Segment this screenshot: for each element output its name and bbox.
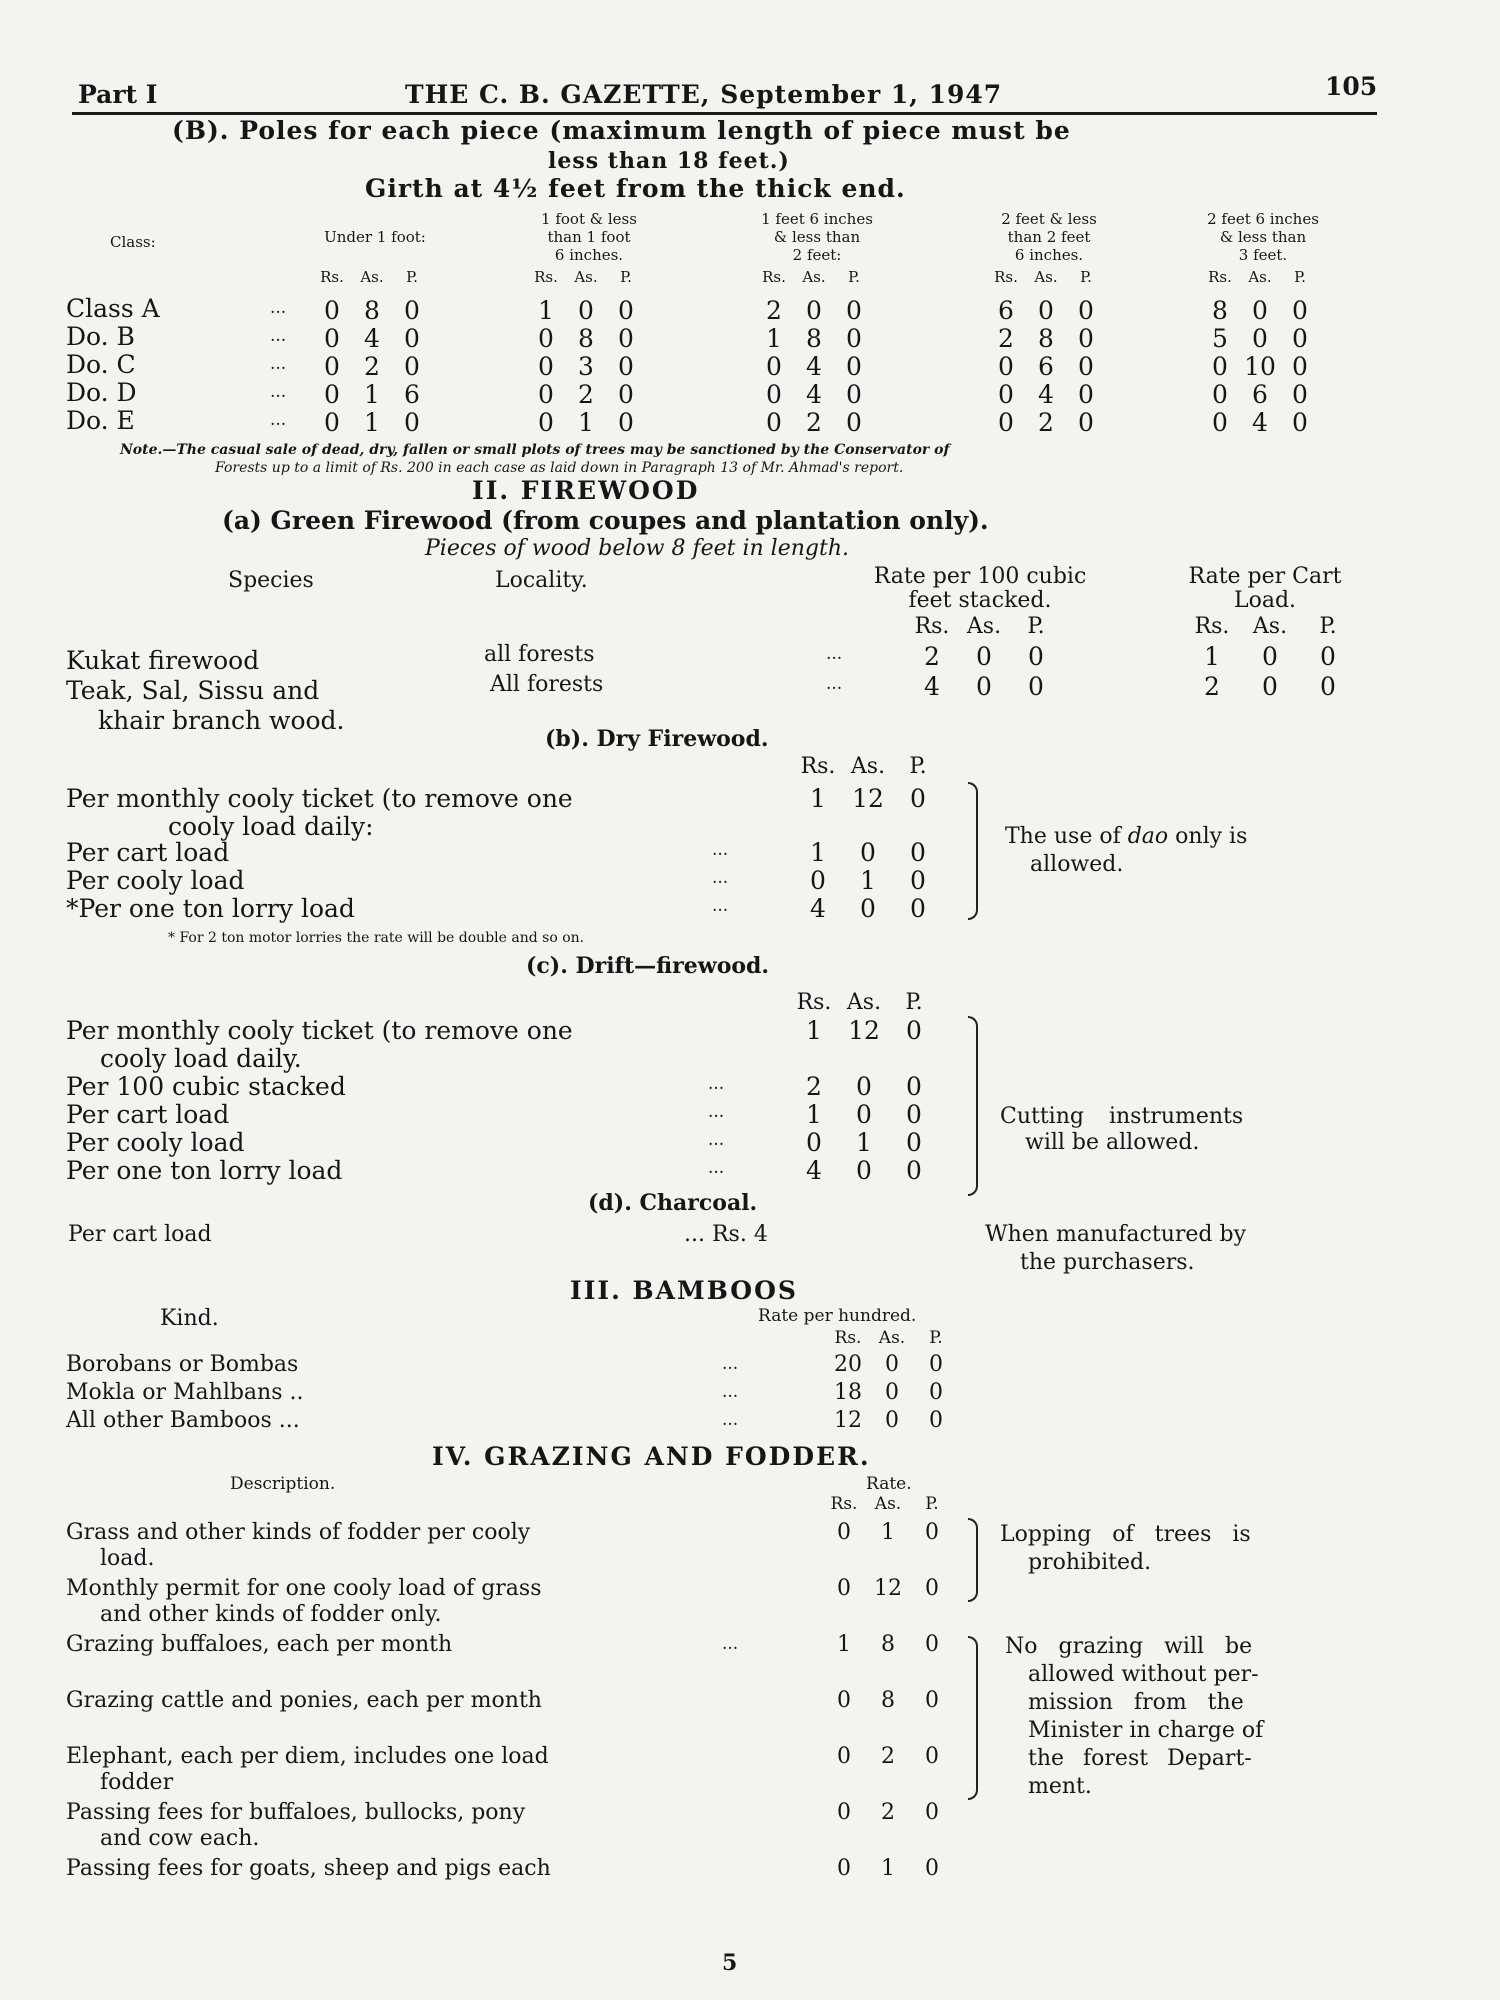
green-firewood-subheading: Pieces of wood below 8 feet in length. <box>425 536 849 561</box>
poles-row-label: Do. B <box>66 322 135 351</box>
header-page-number: 105 <box>1325 72 1378 101</box>
bamboo-row-rate-p: 0 <box>929 1408 943 1433</box>
grazing-row-label: Passing fees for buffaloes, bullocks, pony <box>66 1800 526 1825</box>
charcoal-heading: (d). Charcoal. <box>588 1190 758 1216</box>
dry-row-rate-as: 1 <box>860 866 876 895</box>
poles-cell-r2-g2-rs: 0 <box>766 352 782 381</box>
grazing-row-rate-as: 2 <box>881 1744 895 1769</box>
grazing-row-rate-as: 12 <box>874 1576 902 1601</box>
green-unit-100-rs: Rs. <box>914 614 950 639</box>
drift-unit-p: P. <box>905 990 923 1015</box>
poles-unit-g0-as: As. <box>360 268 384 286</box>
poles-cell-r3-g3-as: 4 <box>1038 380 1054 409</box>
poles-cell-r3-g2-as: 4 <box>806 380 822 409</box>
poles-cell-r1-g4-rs: 5 <box>1212 324 1228 353</box>
green-row-rate100-rs: 2 <box>924 642 940 671</box>
bamboo-row-rate-as: 0 <box>885 1408 899 1433</box>
dry-footnote: * For 2 ton motor lorries the rate will be double and so on. <box>168 930 585 946</box>
poles-cell-r0-g0-p: 0 <box>404 296 420 325</box>
drift-row-dots: ... <box>708 1130 725 1150</box>
grazing-row-rate-p: 0 <box>925 1632 939 1657</box>
grazing-row-rate-as: 2 <box>881 1800 895 1825</box>
lopping-brace <box>968 1518 978 1602</box>
poles-cell-r3-g3-p: 0 <box>1078 380 1094 409</box>
green-row-rate100-as: 0 <box>976 642 992 671</box>
poles-cell-r4-g1-p: 0 <box>618 408 634 437</box>
poles-cell-r1-g1-p: 0 <box>618 324 634 353</box>
dry-row-label: Per cart load <box>66 838 230 867</box>
dry-row-rate-as: 12 <box>852 784 884 813</box>
green-row-ratecart-p: 0 <box>1320 642 1336 671</box>
poles-cell-r2-g3-rs: 0 <box>998 352 1014 381</box>
grazing-row-rate-p: 0 <box>925 1520 939 1545</box>
dry-row-dots: ... <box>712 840 729 860</box>
grazing-row-rate-rs: 0 <box>837 1688 851 1713</box>
grazing-row-label-cont: and other kinds of fodder only. <box>100 1602 442 1627</box>
drift-row-rate-as: 0 <box>856 1100 872 1129</box>
poles-colhead-3-line2: than 2 feet <box>1007 228 1091 246</box>
poles-cell-r3-g3-rs: 0 <box>998 380 1014 409</box>
grazing-row-label-cont: fodder <box>100 1770 174 1795</box>
drift-row-rate-rs: 1 <box>806 1100 822 1129</box>
poles-cell-r2-g2-as: 4 <box>806 352 822 381</box>
poles-cell-r0-g2-p: 0 <box>846 296 862 325</box>
poles-row-dots: ... <box>270 298 287 318</box>
bamboo-row-dots: ... <box>722 1410 739 1430</box>
grazing-row-rate-rs: 0 <box>837 1520 851 1545</box>
dry-row-dots: ... <box>712 868 729 888</box>
dry-row-rate-rs: 4 <box>810 894 826 923</box>
poles-cell-r0-g1-p: 0 <box>618 296 634 325</box>
green-row-species: Teak, Sal, Sissu and <box>66 676 320 705</box>
poles-cell-r4-g4-p: 0 <box>1292 408 1308 437</box>
dry-row-rate-p: 0 <box>910 894 926 923</box>
drift-unit-as: As. <box>846 990 882 1015</box>
poles-cell-r1-g0-as: 4 <box>364 324 380 353</box>
dry-unit-rs: Rs. <box>800 754 836 779</box>
poles-cell-r1-g2-p: 0 <box>846 324 862 353</box>
poles-colhead-4-line2: & less than <box>1219 228 1307 246</box>
grazing-row-rate-rs: 1 <box>837 1632 851 1657</box>
drift-row-rate-p: 0 <box>906 1100 922 1129</box>
poles-cell-r3-g4-p: 0 <box>1292 380 1308 409</box>
poles-unit-g0-rs: Rs. <box>320 268 344 286</box>
bamboo-row-rate-p: 0 <box>929 1380 943 1405</box>
poles-colhead-1-line2: than 1 foot <box>547 228 631 246</box>
poles-cell-r4-g2-as: 2 <box>806 408 822 437</box>
poles-cell-r1-g1-as: 8 <box>578 324 594 353</box>
poles-cell-r3-g2-p: 0 <box>846 380 862 409</box>
grazing-row-rate-p: 0 <box>925 1744 939 1769</box>
green-unit-cart-as: As. <box>1252 614 1288 639</box>
poles-note-line1: Note.—The casual sale of dead, dry, fallen or small plots of trees may be sanctioned by the Conservator of <box>120 442 950 458</box>
bamboos-col-kind: Kind. <box>160 1306 219 1331</box>
bamboos-heading: III. BAMBOOS <box>570 1276 798 1305</box>
bamboo-row-rate-rs: 20 <box>834 1352 862 1377</box>
bamboo-row-dots: ... <box>722 1382 739 1402</box>
drift-row-label: Per monthly cooly ticket (to remove one <box>66 1016 573 1045</box>
poles-unit-g4-as: As. <box>1248 268 1272 286</box>
green-row-ratecart-rs: 2 <box>1204 672 1220 701</box>
drift-row-dots: ... <box>708 1074 725 1094</box>
bamboo-unit-rs: Rs. <box>834 1328 862 1348</box>
drift-row-label: Per cooly load <box>66 1128 245 1157</box>
poles-unit-g4-rs: Rs. <box>1208 268 1232 286</box>
grazing-row-label: Passing fees for goats, sheep and pigs each <box>66 1856 551 1881</box>
poles-cell-r4-g3-rs: 0 <box>998 408 1014 437</box>
poles-cell-r4-g0-as: 1 <box>364 408 380 437</box>
nograzing-brace <box>968 1636 978 1800</box>
poles-cell-r1-g3-as: 8 <box>1038 324 1054 353</box>
green-row-ratecart-as: 0 <box>1262 642 1278 671</box>
poles-cell-r0-g1-as: 0 <box>578 296 594 325</box>
drift-row-rate-as: 0 <box>856 1072 872 1101</box>
dry-row-rate-rs: 0 <box>810 866 826 895</box>
bamboos-col-rate: Rate per hundred. <box>758 1306 917 1326</box>
dry-row-rate-rs: 1 <box>810 784 826 813</box>
dry-row-rate-as: 0 <box>860 894 876 923</box>
footer-page-number: 5 <box>722 1950 738 1976</box>
poles-cell-r0-g2-as: 0 <box>806 296 822 325</box>
grazing-row-label: Grass and other kinds of fodder per cooly <box>66 1520 531 1545</box>
poles-cell-r4-g1-as: 1 <box>578 408 594 437</box>
poles-unit-g0-p: P. <box>406 268 418 286</box>
grazing-row-rate-rs: 0 <box>837 1856 851 1881</box>
header-rule <box>72 112 1377 115</box>
grazing-row-rate-rs: 0 <box>837 1576 851 1601</box>
drift-brace <box>968 1016 978 1196</box>
green-row-locality: All forests <box>490 672 604 697</box>
nograzing-line5: the forest Depart- <box>1028 1746 1252 1771</box>
poles-unit-g2-p: P. <box>848 268 860 286</box>
drift-row-label: Per one ton lorry load <box>66 1156 343 1185</box>
poles-row-dots: ... <box>270 326 287 346</box>
poles-cell-r2-g3-p: 0 <box>1078 352 1094 381</box>
poles-cell-r2-g1-p: 0 <box>618 352 634 381</box>
bamboo-row-rate-rs: 12 <box>834 1408 862 1433</box>
poles-colhead-2-line3: 2 feet: <box>792 246 842 264</box>
nograzing-line2: allowed without per- <box>1028 1662 1259 1687</box>
drift-row-label: Per cart load <box>66 1100 230 1129</box>
dry-row-rate-rs: 1 <box>810 838 826 867</box>
dry-row-label: Per cooly load <box>66 866 245 895</box>
green-row-ratecart-as: 0 <box>1262 672 1278 701</box>
dry-row-dots: ... <box>712 896 729 916</box>
poles-colhead-1-line1: 1 foot & less <box>541 210 637 228</box>
poles-colhead-4-line3: 3 feet. <box>1238 246 1288 264</box>
class-label: Class: <box>110 233 156 251</box>
poles-cell-r0-g3-rs: 6 <box>998 296 1014 325</box>
header-part: Part I <box>78 80 158 109</box>
bamboo-unit-as: As. <box>878 1328 906 1348</box>
dry-row-label: *Per one ton lorry load <box>66 894 355 923</box>
poles-row-dots: ... <box>270 354 287 374</box>
dry-firewood-heading: (b). Dry Firewood. <box>545 726 769 752</box>
dry-row-label-cont: cooly load daily: <box>168 812 374 841</box>
poles-heading-line2: less than 18 feet.) <box>548 148 790 174</box>
col-species: Species <box>228 568 314 593</box>
dry-remark-text: The use of dao only is <box>1005 824 1248 849</box>
poles-cell-r1-g0-p: 0 <box>404 324 420 353</box>
drift-row-label: Per 100 cubic stacked <box>66 1072 346 1101</box>
poles-cell-r4-g4-rs: 0 <box>1212 408 1228 437</box>
poles-cell-r1-g2-as: 8 <box>806 324 822 353</box>
green-row-rate100-as: 0 <box>976 672 992 701</box>
drift-row-rate-rs: 1 <box>806 1016 822 1045</box>
drift-row-rate-p: 0 <box>906 1072 922 1101</box>
grazing-unit-rs: Rs. <box>830 1494 858 1514</box>
drift-unit-rs: Rs. <box>796 990 832 1015</box>
poles-colhead-0-line1: Under 1 foot: <box>324 228 426 246</box>
poles-cell-r1-g1-rs: 0 <box>538 324 554 353</box>
poles-colhead-2-line2: & less than <box>773 228 861 246</box>
poles-cell-r4-g1-rs: 0 <box>538 408 554 437</box>
poles-row-label: Do. E <box>66 406 135 435</box>
poles-cell-r2-g4-rs: 0 <box>1212 352 1228 381</box>
poles-note-line2: Forests up to a limit of Rs. 200 in each case as laid down in Paragraph 13 of Mr. Ahmad's report. <box>215 460 904 476</box>
grazing-row-dots: ... <box>722 1634 739 1654</box>
col-locality: Locality. <box>495 568 588 593</box>
poles-cell-r4-g2-p: 0 <box>846 408 862 437</box>
poles-cell-r4-g0-p: 0 <box>404 408 420 437</box>
poles-colhead-3-line1: 2 feet & less <box>1001 210 1097 228</box>
header-title: THE C. B. GAZETTE, September 1, 1947 <box>405 80 1003 109</box>
poles-colhead-1-line3: 6 inches. <box>554 246 624 264</box>
poles-cell-r3-g0-p: 6 <box>404 380 420 409</box>
poles-cell-r2-g2-p: 0 <box>846 352 862 381</box>
poles-colhead-4-line1: 2 feet 6 inches <box>1207 210 1319 228</box>
bamboo-unit-p: P. <box>929 1328 943 1348</box>
bamboo-row-label: Mokla or Mahlbans .. <box>66 1380 304 1405</box>
poles-cell-r4-g0-rs: 0 <box>324 408 340 437</box>
poles-cell-r2-g0-rs: 0 <box>324 352 340 381</box>
poles-cell-r3-g1-rs: 0 <box>538 380 554 409</box>
poles-cell-r4-g4-as: 4 <box>1252 408 1268 437</box>
poles-unit-g4-p: P. <box>1294 268 1306 286</box>
grazing-row-rate-p: 0 <box>925 1576 939 1601</box>
lopping-remark-line2: prohibited. <box>1028 1550 1152 1575</box>
charcoal-rate: ... Rs. 4 <box>684 1222 768 1247</box>
bamboo-row-rate-p: 0 <box>929 1352 943 1377</box>
grazing-row-label: Elephant, each per diem, includes one load <box>66 1744 549 1769</box>
poles-cell-r1-g2-rs: 1 <box>766 324 782 353</box>
poles-unit-g3-p: P. <box>1080 268 1092 286</box>
grazing-row-label-cont: load. <box>100 1546 155 1571</box>
dry-unit-as: As. <box>850 754 886 779</box>
drift-row-rate-p: 0 <box>906 1128 922 1157</box>
green-firewood-heading: (a) Green Firewood (from coupes and plantation only). <box>222 506 989 535</box>
grazing-heading: IV. GRAZING AND FODDER. <box>432 1442 871 1471</box>
poles-unit-g2-rs: Rs. <box>762 268 786 286</box>
poles-cell-r3-g4-rs: 0 <box>1212 380 1228 409</box>
grazing-row-rate-as: 1 <box>881 1520 895 1545</box>
bamboo-row-label: Borobans or Bombas <box>66 1352 299 1377</box>
poles-cell-r1-g3-p: 0 <box>1078 324 1094 353</box>
poles-unit-g3-rs: Rs. <box>994 268 1018 286</box>
charcoal-remark-line1: When manufactured by <box>985 1222 1246 1247</box>
grazing-row-label: Monthly permit for one cooly load of grass <box>66 1576 542 1601</box>
dry-row-rate-p: 0 <box>910 784 926 813</box>
poles-cell-r3-g1-as: 2 <box>578 380 594 409</box>
dry-remark-line1 <box>1005 824 1247 849</box>
poles-unit-g3-as: As. <box>1034 268 1058 286</box>
poles-row-label: Do. C <box>66 350 136 379</box>
grazing-row-rate-as: 8 <box>881 1632 895 1657</box>
nograzing-line6: ment. <box>1028 1774 1092 1799</box>
poles-cell-r4-g2-rs: 0 <box>766 408 782 437</box>
grazing-unit-as: As. <box>874 1494 902 1514</box>
poles-cell-r2-g0-p: 0 <box>404 352 420 381</box>
poles-cell-r2-g4-p: 0 <box>1292 352 1308 381</box>
nograzing-line3: mission from the <box>1028 1690 1244 1715</box>
grazing-row-rate-p: 0 <box>925 1688 939 1713</box>
grazing-row-rate-as: 8 <box>881 1688 895 1713</box>
drift-row-rate-as: 1 <box>856 1128 872 1157</box>
poles-row-dots: ... <box>270 410 287 430</box>
grazing-col-rate: Rate. <box>866 1474 912 1494</box>
green-row-dots: ... <box>826 644 843 664</box>
poles-cell-r3-g2-rs: 0 <box>766 380 782 409</box>
poles-cell-r0-g0-as: 8 <box>364 296 380 325</box>
grazing-row-label: Grazing cattle and ponies, each per month <box>66 1688 542 1713</box>
green-row-rate100-p: 0 <box>1028 672 1044 701</box>
firewood-heading: II. FIREWOOD <box>472 476 700 505</box>
grazing-row-rate-as: 1 <box>881 1856 895 1881</box>
drift-row-rate-as: 0 <box>856 1156 872 1185</box>
poles-cell-r3-g4-as: 6 <box>1252 380 1268 409</box>
poles-cell-r4-g3-as: 2 <box>1038 408 1054 437</box>
dry-row-label: Per monthly cooly ticket (to remove one <box>66 784 573 813</box>
poles-unit-g1-rs: Rs. <box>534 268 558 286</box>
poles-cell-r4-g3-p: 0 <box>1078 408 1094 437</box>
drift-row-rate-rs: 0 <box>806 1128 822 1157</box>
bamboo-row-rate-as: 0 <box>885 1352 899 1377</box>
dry-remark-line2: allowed. <box>1030 852 1124 877</box>
col-rate-cart-line2: Load. <box>1233 588 1297 613</box>
bamboo-row-rate-rs: 18 <box>834 1380 862 1405</box>
drift-row-rate-rs: 2 <box>806 1072 822 1101</box>
poles-row-label: Class A <box>66 294 160 323</box>
poles-cell-r1-g3-rs: 2 <box>998 324 1014 353</box>
green-unit-100-as: As. <box>966 614 1002 639</box>
green-row-locality: all forests <box>484 642 595 667</box>
poles-cell-r0-g4-rs: 8 <box>1212 296 1228 325</box>
poles-cell-r0-g0-rs: 0 <box>324 296 340 325</box>
dry-row-rate-p: 0 <box>910 838 926 867</box>
drift-row-rate-as: 12 <box>848 1016 880 1045</box>
green-unit-cart-rs: Rs. <box>1194 614 1230 639</box>
bamboo-row-rate-as: 0 <box>885 1380 899 1405</box>
poles-cell-r1-g0-rs: 0 <box>324 324 340 353</box>
poles-heading-line1: (B). Poles for each piece (maximum length of piece must be <box>172 116 1071 145</box>
poles-cell-r3-g0-rs: 0 <box>324 380 340 409</box>
nograzing-line4: Minister in charge of <box>1028 1718 1264 1743</box>
green-row-species-cont: khair branch wood. <box>98 706 345 735</box>
drift-firewood-heading: (c). Drift—firewood. <box>526 953 770 979</box>
poles-cell-r3-g0-as: 1 <box>364 380 380 409</box>
grazing-row-label: Grazing buffaloes, each per month <box>66 1632 453 1657</box>
poles-cell-r1-g4-p: 0 <box>1292 324 1308 353</box>
poles-cell-r0-g3-as: 0 <box>1038 296 1054 325</box>
grazing-row-rate-rs: 0 <box>837 1800 851 1825</box>
grazing-row-rate-p: 0 <box>925 1856 939 1881</box>
poles-cell-r0-g4-as: 0 <box>1252 296 1268 325</box>
poles-cell-r2-g1-rs: 0 <box>538 352 554 381</box>
poles-cell-r2-g3-as: 6 <box>1038 352 1054 381</box>
poles-cell-r0-g2-rs: 2 <box>766 296 782 325</box>
green-row-rate100-p: 0 <box>1028 642 1044 671</box>
drift-row-rate-p: 0 <box>906 1156 922 1185</box>
poles-unit-g1-as: As. <box>574 268 598 286</box>
poles-cell-r2-g0-as: 2 <box>364 352 380 381</box>
green-row-dots: ... <box>826 674 843 694</box>
poles-cell-r0-g4-p: 0 <box>1292 296 1308 325</box>
nograzing-line1: No grazing will be <box>1005 1634 1253 1659</box>
drift-remark-line2: will be allowed. <box>1025 1130 1200 1155</box>
poles-row-dots: ... <box>270 382 287 402</box>
girth-heading: Girth at 4½ feet from the thick end. <box>365 174 906 203</box>
drift-row-rate-p: 0 <box>906 1016 922 1045</box>
green-row-rate100-rs: 4 <box>924 672 940 701</box>
poles-cell-r3-g1-p: 0 <box>618 380 634 409</box>
dry-row-rate-as: 0 <box>860 838 876 867</box>
poles-colhead-3-line3: 6 inches. <box>1014 246 1084 264</box>
poles-cell-r2-g4-as: 10 <box>1244 352 1276 381</box>
poles-cell-r2-g1-as: 3 <box>578 352 594 381</box>
green-unit-cart-p: P. <box>1319 614 1337 639</box>
grazing-row-label-cont: and cow each. <box>100 1826 260 1851</box>
drift-remark-line1: Cutting instruments <box>1000 1104 1244 1129</box>
col-rate-100-line1: Rate per 100 cubic <box>873 564 1087 589</box>
bamboo-row-label: All other Bamboos ... <box>66 1408 300 1433</box>
grazing-col-description: Description. <box>230 1474 336 1494</box>
poles-cell-r0-g3-p: 0 <box>1078 296 1094 325</box>
drift-row-rate-rs: 4 <box>806 1156 822 1185</box>
green-row-ratecart-rs: 1 <box>1204 642 1220 671</box>
dry-unit-p: P. <box>909 754 927 779</box>
grazing-row-rate-p: 0 <box>925 1800 939 1825</box>
drift-row-dots: ... <box>708 1158 725 1178</box>
dry-brace <box>968 782 978 920</box>
green-unit-100-p: P. <box>1027 614 1045 639</box>
drift-row-label-cont: cooly load daily. <box>100 1044 302 1073</box>
poles-unit-g1-p: P. <box>620 268 632 286</box>
col-rate-cart-line1: Rate per Cart <box>1188 564 1342 589</box>
charcoal-remark-line2: the purchasers. <box>1020 1250 1195 1275</box>
green-row-species: Kukat firewood <box>66 646 260 675</box>
col-rate-100-line2: feet stacked. <box>908 588 1052 613</box>
grazing-unit-p: P. <box>925 1494 939 1514</box>
poles-cell-r0-g1-rs: 1 <box>538 296 554 325</box>
lopping-remark-line1: Lopping of trees is <box>1000 1522 1251 1547</box>
poles-cell-r1-g4-as: 0 <box>1252 324 1268 353</box>
charcoal-label: Per cart load <box>68 1222 212 1247</box>
poles-row-label: Do. D <box>66 378 137 407</box>
poles-unit-g2-as: As. <box>802 268 826 286</box>
bamboo-row-dots: ... <box>722 1354 739 1374</box>
grazing-row-rate-rs: 0 <box>837 1744 851 1769</box>
green-row-ratecart-p: 0 <box>1320 672 1336 701</box>
dry-row-rate-p: 0 <box>910 866 926 895</box>
poles-colhead-2-line1: 1 feet 6 inches <box>761 210 873 228</box>
drift-row-dots: ... <box>708 1102 725 1122</box>
